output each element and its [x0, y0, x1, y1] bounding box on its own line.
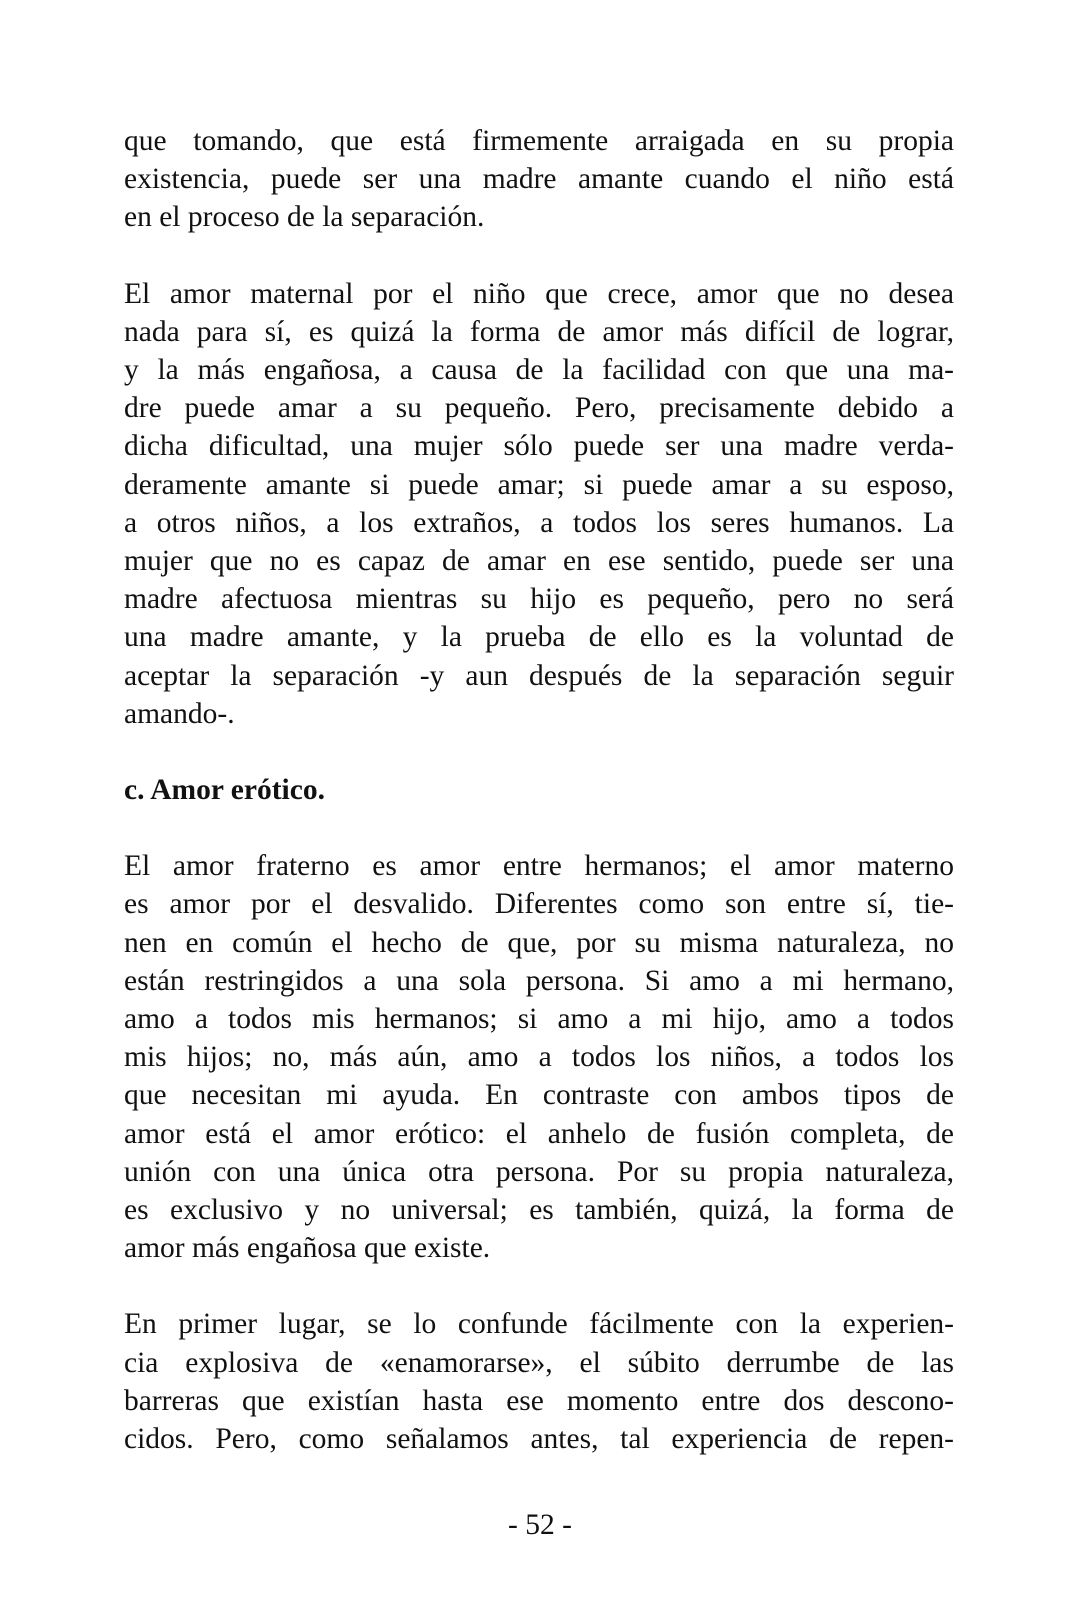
text-line: unión con una única otra persona. Por su propia naturaleza, — [124, 1155, 954, 1188]
paragraph-spacer — [124, 733, 954, 771]
section-heading: c. Amor erótico. — [124, 774, 325, 807]
text-line: En primer lugar, se lo confunde fácilmente con la experien- — [124, 1308, 954, 1341]
text-line: nen en común el hecho de que, por su misma naturaleza, no — [124, 926, 954, 959]
text-line: en el proceso de la separación. — [124, 201, 485, 234]
text-line: El amor fraterno es amor entre hermanos; el amor materno — [124, 850, 954, 883]
text-line: dicha dificultad, una mujer sólo puede ser una madre verda- — [124, 430, 954, 463]
text-line: es exclusivo y no universal; es también, quizá, la forma de — [124, 1194, 954, 1227]
text-line: a otros niños, a los extraños, a todos los seres humanos. La — [124, 506, 954, 539]
text-line: mujer que no es capaz de amar en ese sentido, puede ser una — [124, 545, 954, 578]
paragraph-spacer — [124, 237, 954, 275]
text-line: es amor por el desvalido. Diferentes como son entre sí, tie- — [124, 888, 954, 921]
text-line: amo a todos mis hermanos; si amo a mi hijo, amo a todos — [124, 1003, 954, 1036]
text-line: nada para sí, es quizá la forma de amor más difícil de lograr, — [124, 315, 954, 348]
text-line: aceptar la separación -y aun después de la separación seguir — [124, 659, 954, 692]
text-line: dre puede amar a su pequeño. Pero, precisamente debido a — [124, 392, 954, 425]
paragraph-spacer — [124, 809, 954, 847]
paragraph-2 — [124, 275, 954, 733]
paragraph-4 — [124, 1305, 954, 1458]
page-number: - 52 - — [508, 1509, 572, 1541]
text-line: mis hijos; no, más aún, amo a todos los niños, a todos los — [124, 1041, 954, 1074]
text-line: amando-. — [124, 697, 235, 730]
paragraph-3 — [124, 847, 954, 1267]
text-line: cidos. Pero, como señalamos antes, tal experiencia de repen- — [124, 1423, 954, 1456]
text-line: cia explosiva de «enamorarse», el súbito derrumbe de las — [124, 1346, 954, 1379]
text-line: y la más engañosa, a causa de la facilidad con que una ma- — [124, 354, 954, 387]
paragraph-spacer — [124, 1267, 954, 1305]
text-line: amor está el amor erótico: el anhelo de fusión completa, de — [124, 1117, 954, 1150]
text-line: amor más engañosa que existe. — [124, 1232, 491, 1265]
text-line: deramente amante si puede amar; si puede amar a su esposo, — [124, 468, 954, 501]
text-line: están restringidos a una sola persona. Si amo a mi hermano, — [124, 964, 954, 997]
text-line: El amor maternal por el niño que crece, amor que no desea — [124, 277, 954, 310]
text-line: existencia, puede ser una madre amante cuando el niño está — [124, 163, 954, 196]
text-column — [124, 122, 954, 1458]
text-line: que tomando, que está firmemente arraigada en su propia — [124, 125, 954, 157]
text-line: madre afectuosa mientras su hijo es pequeño, pero no será — [124, 583, 954, 616]
text-line: que necesitan mi ayuda. En contraste con ambos tipos de — [124, 1079, 954, 1112]
paragraph-1 — [124, 122, 954, 237]
text-line: una madre amante, y la prueba de ello es la voluntad de — [124, 621, 954, 654]
text-line: barreras que existían hasta ese momento entre dos descono- — [124, 1384, 954, 1417]
